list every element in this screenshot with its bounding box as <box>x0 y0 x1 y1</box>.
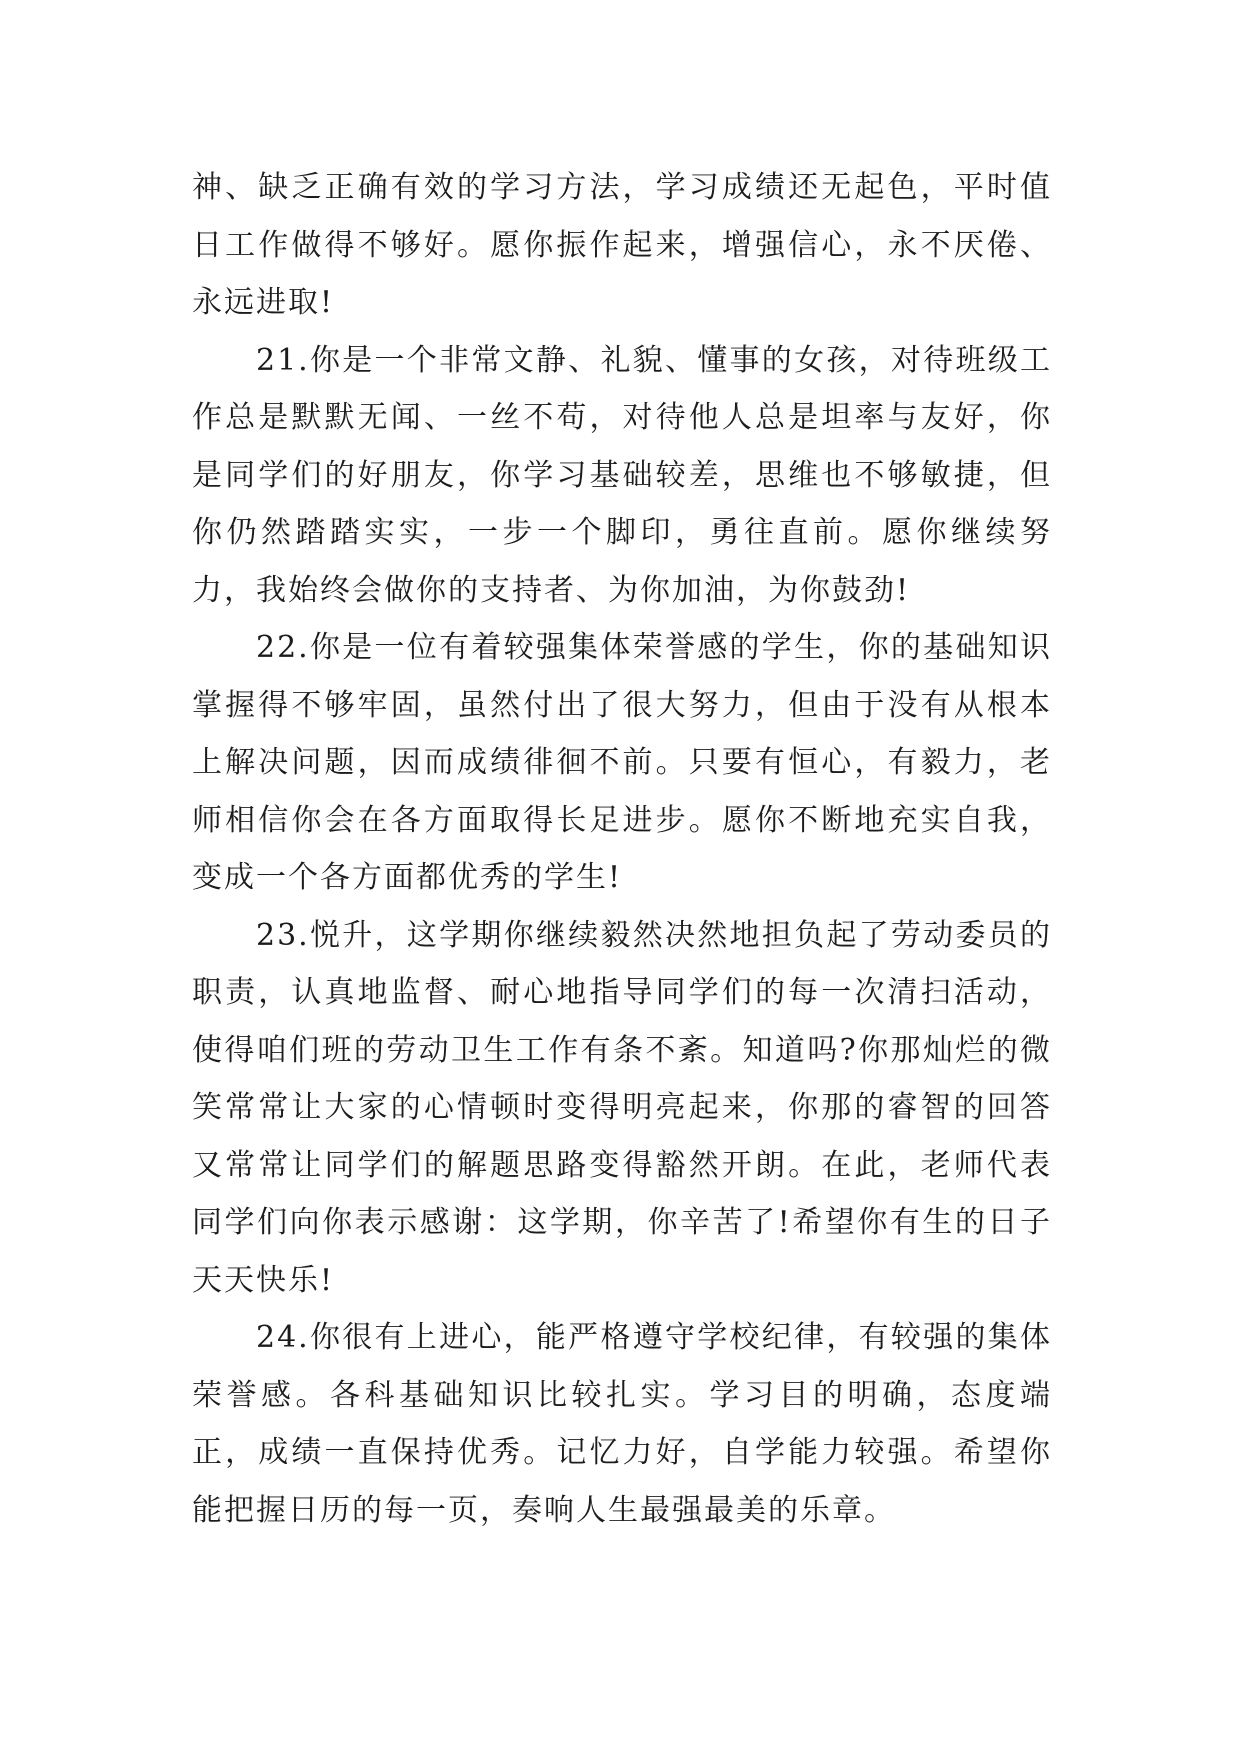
paragraph-comment-23: 23.悦升，这学期你继续毅然决然地担负起了劳动委员的职责，认真地监督、耐心地指导同学们的每一次清扫活动，使得咱们班的劳动卫生工作有条不紊。知道吗?你那灿烂的微笑常常让大家的心情顿时变得明亮起来，你那的睿智的回答又常常让同学们的解题思路变得豁然开朗。在此，老师代表同学们向你表示感谢：这学期，你辛苦了!希望你有生的日子天天快乐! <box>192 917 1052 1298</box>
paragraph-comment-21: 21.你是一个非常文静、礼貌、懂事的女孩，对待班级工作总是默默无闻、一丝不苟，对待他人总是坦率与友好，你是同学们的好朋友，你学习基础较差，思维也不够敏捷，但你仍然踏踏实实，一步一个脚印，勇往直前。愿你继续努力，我始终会做你的支持者、为你加油，为你鼓劲! <box>192 342 1052 608</box>
paragraph-comment-22: 22.你是一位有着较强集体荣誉感的学生，你的基础知识掌握得不够牢固，虽然付出了很大努力，但由于没有从根本上解决问题，因而成绩徘徊不前。只要有恒心，有毅力，老师相信你会在各方面取得长足进步。愿你不断地充实自我，变成一个各方面都优秀的学生! <box>192 630 1052 895</box>
document-body <box>192 159 1052 1539</box>
paragraph-continuation: 神、缺乏正确有效的学习方法，学习成绩还无起色，平时值日工作做得不够好。愿你振作起来，增强信心，永不厌倦、永远进取! <box>192 170 1052 320</box>
paragraph-comment-24: 24.你很有上进心，能严格遵守学校纪律，有较强的集体荣誉感。各科基础知识比较扎实。学习目的明确，态度端正，成绩一直保持优秀。记忆力好，自学能力较强。希望你能把握日历的每一页，奏响人生最强最美的乐章。 <box>192 1320 1052 1528</box>
